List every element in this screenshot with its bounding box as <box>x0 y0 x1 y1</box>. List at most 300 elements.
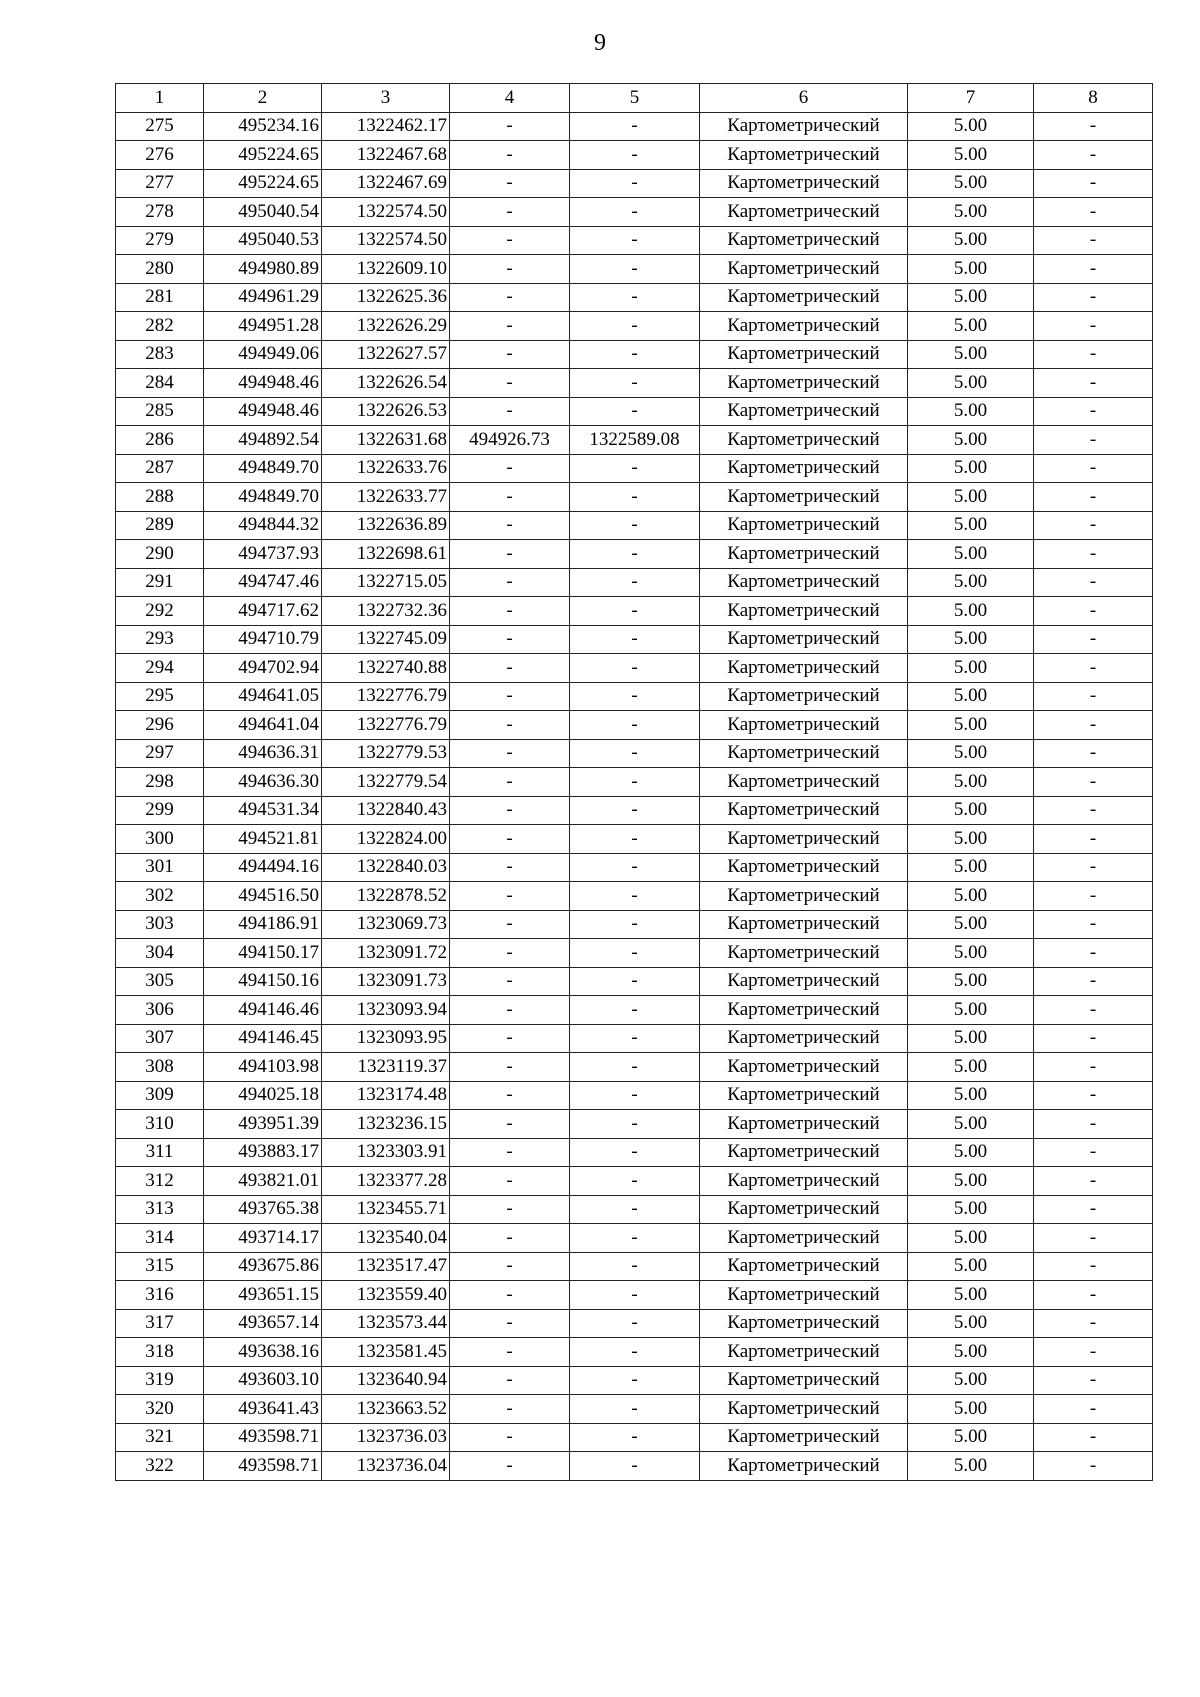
cell-point-number: 295 <box>116 682 204 711</box>
table-row <box>116 967 1153 996</box>
cell-x-alt-coordinate: - <box>450 825 570 854</box>
cell-point-number: 292 <box>116 597 204 626</box>
cell-accuracy: 5.00 <box>908 625 1034 654</box>
cell-accuracy: 5.00 <box>908 682 1034 711</box>
cell-y-coordinate: 1323091.72 <box>322 939 450 968</box>
cell-note: - <box>1034 597 1153 626</box>
cell-x-alt-coordinate: - <box>450 967 570 996</box>
cell-accuracy: 5.00 <box>908 1423 1034 1452</box>
cell-point-number: 302 <box>116 882 204 911</box>
cell-x-coordinate: 494146.45 <box>204 1024 322 1053</box>
cell-note: - <box>1034 967 1153 996</box>
table-row <box>116 540 1153 569</box>
cell-accuracy: 5.00 <box>908 739 1034 768</box>
table-row <box>116 1053 1153 1082</box>
cell-y-coordinate: 1323069.73 <box>322 910 450 939</box>
cell-y-coordinate: 1322462.17 <box>322 112 450 141</box>
cell-y-alt-coordinate: - <box>570 1224 700 1253</box>
cell-x-coordinate: 494980.89 <box>204 255 322 284</box>
cell-note: - <box>1034 1309 1153 1338</box>
cell-accuracy: 5.00 <box>908 141 1034 170</box>
cell-accuracy: 5.00 <box>908 654 1034 683</box>
cell-accuracy: 5.00 <box>908 825 1034 854</box>
table-body <box>116 84 1153 1481</box>
cell-y-coordinate: 1322626.54 <box>322 369 450 398</box>
cell-x-coordinate: 493638.16 <box>204 1338 322 1367</box>
cell-y-coordinate: 1322824.00 <box>322 825 450 854</box>
cell-x-coordinate: 493883.17 <box>204 1138 322 1167</box>
cell-x-alt-coordinate: - <box>450 1081 570 1110</box>
cell-point-number: 282 <box>116 312 204 341</box>
cell-x-alt-coordinate: - <box>450 1309 570 1338</box>
cell-method: Картометрический <box>700 255 908 284</box>
cell-accuracy: 5.00 <box>908 882 1034 911</box>
table-row <box>116 454 1153 483</box>
cell-method: Картометрический <box>700 910 908 939</box>
cell-y-alt-coordinate: - <box>570 796 700 825</box>
cell-x-alt-coordinate: - <box>450 198 570 227</box>
table-row <box>116 1423 1153 1452</box>
cell-y-alt-coordinate: - <box>570 540 700 569</box>
cell-note: - <box>1034 654 1153 683</box>
cell-accuracy: 5.00 <box>908 939 1034 968</box>
cell-y-coordinate: 1322636.89 <box>322 511 450 540</box>
cell-method: Картометрический <box>700 1024 908 1053</box>
cell-x-alt-coordinate: - <box>450 910 570 939</box>
cell-y-coordinate: 1322715.05 <box>322 568 450 597</box>
cell-method: Картометрический <box>700 882 908 911</box>
cell-accuracy: 5.00 <box>908 1395 1034 1424</box>
cell-y-coordinate: 1322840.43 <box>322 796 450 825</box>
cell-note: - <box>1034 112 1153 141</box>
cell-x-alt-coordinate: - <box>450 682 570 711</box>
column-header-y-coordinate: 3 <box>322 84 450 113</box>
cell-note: - <box>1034 226 1153 255</box>
cell-point-number: 276 <box>116 141 204 170</box>
cell-x-coordinate: 494516.50 <box>204 882 322 911</box>
table-row <box>116 1081 1153 1110</box>
cell-note: - <box>1034 1081 1153 1110</box>
cell-method: Картометрический <box>700 967 908 996</box>
cell-y-coordinate: 1323581.45 <box>322 1338 450 1367</box>
cell-accuracy: 5.00 <box>908 1452 1034 1481</box>
cell-x-alt-coordinate: - <box>450 283 570 312</box>
cell-y-coordinate: 1322467.68 <box>322 141 450 170</box>
cell-accuracy: 5.00 <box>908 312 1034 341</box>
cell-note: - <box>1034 882 1153 911</box>
table-row <box>116 1110 1153 1139</box>
cell-note: - <box>1034 796 1153 825</box>
cell-point-number: 322 <box>116 1452 204 1481</box>
cell-y-alt-coordinate: - <box>570 1167 700 1196</box>
cell-x-alt-coordinate: - <box>450 1024 570 1053</box>
cell-point-number: 304 <box>116 939 204 968</box>
coordinates-table <box>115 83 1153 1481</box>
cell-note: - <box>1034 1423 1153 1452</box>
cell-y-coordinate: 1322574.50 <box>322 226 450 255</box>
table-row <box>116 1395 1153 1424</box>
cell-point-number: 296 <box>116 711 204 740</box>
cell-method: Картометрический <box>700 739 908 768</box>
cell-x-alt-coordinate: - <box>450 853 570 882</box>
column-header-x-coordinate: 2 <box>204 84 322 113</box>
cell-x-alt-coordinate: - <box>450 796 570 825</box>
cell-y-alt-coordinate: - <box>570 397 700 426</box>
cell-y-alt-coordinate: - <box>570 1338 700 1367</box>
cell-note: - <box>1034 1366 1153 1395</box>
cell-x-coordinate: 493765.38 <box>204 1195 322 1224</box>
cell-y-alt-coordinate: - <box>570 568 700 597</box>
cell-note: - <box>1034 853 1153 882</box>
cell-y-coordinate: 1322627.57 <box>322 340 450 369</box>
cell-y-coordinate: 1323174.48 <box>322 1081 450 1110</box>
cell-y-coordinate: 1322840.03 <box>322 853 450 882</box>
cell-y-alt-coordinate: - <box>570 1366 700 1395</box>
cell-y-alt-coordinate: - <box>570 654 700 683</box>
cell-accuracy: 5.00 <box>908 1281 1034 1310</box>
cell-note: - <box>1034 540 1153 569</box>
cell-method: Картометрический <box>700 654 908 683</box>
cell-x-coordinate: 494747.46 <box>204 568 322 597</box>
cell-point-number: 312 <box>116 1167 204 1196</box>
cell-x-alt-coordinate: - <box>450 654 570 683</box>
table-row <box>116 169 1153 198</box>
cell-y-coordinate: 1322740.88 <box>322 654 450 683</box>
cell-method: Картометрический <box>700 1138 908 1167</box>
cell-accuracy: 5.00 <box>908 796 1034 825</box>
cell-x-alt-coordinate: - <box>450 483 570 512</box>
cell-y-alt-coordinate: - <box>570 825 700 854</box>
cell-x-alt-coordinate: - <box>450 568 570 597</box>
cell-note: - <box>1034 1395 1153 1424</box>
cell-x-coordinate: 494948.46 <box>204 397 322 426</box>
table-row <box>116 1309 1153 1338</box>
cell-note: - <box>1034 625 1153 654</box>
cell-note: - <box>1034 511 1153 540</box>
cell-accuracy: 5.00 <box>908 1053 1034 1082</box>
cell-x-coordinate: 494892.54 <box>204 426 322 455</box>
cell-note: - <box>1034 825 1153 854</box>
cell-point-number: 293 <box>116 625 204 654</box>
cell-x-alt-coordinate: - <box>450 739 570 768</box>
cell-x-coordinate: 494150.16 <box>204 967 322 996</box>
table-row <box>116 796 1153 825</box>
table-row <box>116 1366 1153 1395</box>
cell-accuracy: 5.00 <box>908 1224 1034 1253</box>
cell-x-coordinate: 494636.31 <box>204 739 322 768</box>
cell-x-alt-coordinate: - <box>450 226 570 255</box>
cell-method: Картометрический <box>700 511 908 540</box>
table-row <box>116 312 1153 341</box>
table-row <box>116 597 1153 626</box>
cell-accuracy: 5.00 <box>908 540 1034 569</box>
cell-x-alt-coordinate: - <box>450 312 570 341</box>
cell-x-coordinate: 493603.10 <box>204 1366 322 1395</box>
cell-y-alt-coordinate: - <box>570 226 700 255</box>
cell-y-coordinate: 1323236.15 <box>322 1110 450 1139</box>
cell-point-number: 305 <box>116 967 204 996</box>
table-row <box>116 369 1153 398</box>
cell-y-alt-coordinate: - <box>570 454 700 483</box>
cell-x-alt-coordinate: - <box>450 340 570 369</box>
column-header-accuracy: 7 <box>908 84 1034 113</box>
cell-method: Картометрический <box>700 1452 908 1481</box>
cell-accuracy: 5.00 <box>908 1338 1034 1367</box>
cell-y-alt-coordinate: - <box>570 853 700 882</box>
cell-y-coordinate: 1323093.95 <box>322 1024 450 1053</box>
cell-accuracy: 5.00 <box>908 340 1034 369</box>
cell-point-number: 297 <box>116 739 204 768</box>
cell-note: - <box>1034 169 1153 198</box>
cell-y-alt-coordinate: - <box>570 483 700 512</box>
cell-note: - <box>1034 1053 1153 1082</box>
table-row <box>116 397 1153 426</box>
cell-x-coordinate: 494737.93 <box>204 540 322 569</box>
cell-method: Картометрический <box>700 853 908 882</box>
cell-y-coordinate: 1322626.53 <box>322 397 450 426</box>
cell-method: Картометрический <box>700 1167 908 1196</box>
cell-point-number: 317 <box>116 1309 204 1338</box>
cell-x-coordinate: 494717.62 <box>204 597 322 626</box>
cell-y-alt-coordinate: - <box>570 597 700 626</box>
table-row <box>116 483 1153 512</box>
cell-y-coordinate: 1323573.44 <box>322 1309 450 1338</box>
cell-note: - <box>1034 454 1153 483</box>
cell-y-coordinate: 1323091.73 <box>322 967 450 996</box>
cell-x-coordinate: 494710.79 <box>204 625 322 654</box>
cell-point-number: 291 <box>116 568 204 597</box>
cell-point-number: 308 <box>116 1053 204 1082</box>
table-row <box>116 568 1153 597</box>
cell-x-coordinate: 494951.28 <box>204 312 322 341</box>
table-row <box>116 198 1153 227</box>
cell-accuracy: 5.00 <box>908 426 1034 455</box>
cell-y-alt-coordinate: - <box>570 169 700 198</box>
cell-point-number: 286 <box>116 426 204 455</box>
cell-point-number: 298 <box>116 768 204 797</box>
cell-accuracy: 5.00 <box>908 1110 1034 1139</box>
cell-x-coordinate: 494949.06 <box>204 340 322 369</box>
column-header-point-number: 1 <box>116 84 204 113</box>
cell-x-alt-coordinate: - <box>450 169 570 198</box>
cell-y-coordinate: 1322633.77 <box>322 483 450 512</box>
cell-accuracy: 5.00 <box>908 1167 1034 1196</box>
cell-point-number: 278 <box>116 198 204 227</box>
cell-note: - <box>1034 711 1153 740</box>
table-row <box>116 825 1153 854</box>
cell-y-alt-coordinate: - <box>570 996 700 1025</box>
cell-y-alt-coordinate: - <box>570 682 700 711</box>
cell-point-number: 294 <box>116 654 204 683</box>
cell-x-alt-coordinate: - <box>450 768 570 797</box>
cell-y-coordinate: 1322698.61 <box>322 540 450 569</box>
cell-y-coordinate: 1323540.04 <box>322 1224 450 1253</box>
cell-y-alt-coordinate: - <box>570 1452 700 1481</box>
cell-accuracy: 5.00 <box>908 198 1034 227</box>
cell-y-alt-coordinate: - <box>570 255 700 284</box>
cell-method: Картометрический <box>700 682 908 711</box>
cell-point-number: 299 <box>116 796 204 825</box>
cell-x-coordinate: 494521.81 <box>204 825 322 854</box>
cell-x-coordinate: 494844.32 <box>204 511 322 540</box>
cell-y-coordinate: 1323455.71 <box>322 1195 450 1224</box>
cell-note: - <box>1034 483 1153 512</box>
cell-y-alt-coordinate: - <box>570 1110 700 1139</box>
table-row <box>116 1024 1153 1053</box>
cell-point-number: 311 <box>116 1138 204 1167</box>
cell-method: Картометрический <box>700 483 908 512</box>
cell-point-number: 280 <box>116 255 204 284</box>
table-row <box>116 996 1153 1025</box>
cell-accuracy: 5.00 <box>908 597 1034 626</box>
cell-point-number: 281 <box>116 283 204 312</box>
table-row <box>116 682 1153 711</box>
cell-method: Картометрический <box>700 1053 908 1082</box>
cell-y-coordinate: 1322776.79 <box>322 711 450 740</box>
cell-y-coordinate: 1323663.52 <box>322 1395 450 1424</box>
cell-x-alt-coordinate: - <box>450 1167 570 1196</box>
cell-x-coordinate: 494150.17 <box>204 939 322 968</box>
table-row <box>116 426 1153 455</box>
cell-x-coordinate: 494494.16 <box>204 853 322 882</box>
cell-x-coordinate: 494531.34 <box>204 796 322 825</box>
cell-note: - <box>1034 283 1153 312</box>
cell-note: - <box>1034 426 1153 455</box>
cell-note: - <box>1034 255 1153 284</box>
cell-x-alt-coordinate: - <box>450 1195 570 1224</box>
cell-accuracy: 5.00 <box>908 967 1034 996</box>
table-row <box>116 939 1153 968</box>
cell-y-alt-coordinate: - <box>570 112 700 141</box>
cell-x-coordinate: 493598.71 <box>204 1452 322 1481</box>
cell-y-alt-coordinate: - <box>570 1423 700 1452</box>
cell-y-coordinate: 1322633.76 <box>322 454 450 483</box>
cell-x-alt-coordinate: - <box>450 1053 570 1082</box>
cell-accuracy: 5.00 <box>908 169 1034 198</box>
cell-point-number: 309 <box>116 1081 204 1110</box>
cell-method: Картометрический <box>700 540 908 569</box>
cell-note: - <box>1034 768 1153 797</box>
column-header-x-alt-coordinate: 4 <box>450 84 570 113</box>
cell-y-alt-coordinate: - <box>570 967 700 996</box>
cell-x-alt-coordinate: - <box>450 597 570 626</box>
cell-point-number: 320 <box>116 1395 204 1424</box>
cell-y-coordinate: 1322609.10 <box>322 255 450 284</box>
table-row <box>116 112 1153 141</box>
cell-method: Картометрический <box>700 369 908 398</box>
cell-y-alt-coordinate: - <box>570 312 700 341</box>
column-header-method: 6 <box>700 84 908 113</box>
cell-method: Картометрический <box>700 597 908 626</box>
cell-point-number: 301 <box>116 853 204 882</box>
cell-x-coordinate: 494702.94 <box>204 654 322 683</box>
cell-note: - <box>1034 1110 1153 1139</box>
cell-y-coordinate: 1323640.94 <box>322 1366 450 1395</box>
cell-point-number: 275 <box>116 112 204 141</box>
cell-point-number: 279 <box>116 226 204 255</box>
cell-y-alt-coordinate: - <box>570 141 700 170</box>
cell-accuracy: 5.00 <box>908 1252 1034 1281</box>
cell-point-number: 303 <box>116 910 204 939</box>
cell-point-number: 306 <box>116 996 204 1025</box>
cell-accuracy: 5.00 <box>908 768 1034 797</box>
cell-x-alt-coordinate: - <box>450 511 570 540</box>
table-row <box>116 654 1153 683</box>
cell-note: - <box>1034 1338 1153 1367</box>
cell-point-number: 277 <box>116 169 204 198</box>
cell-y-coordinate: 1322878.52 <box>322 882 450 911</box>
table-row <box>116 768 1153 797</box>
cell-note: - <box>1034 1452 1153 1481</box>
cell-x-alt-coordinate: - <box>450 1224 570 1253</box>
cell-point-number: 315 <box>116 1252 204 1281</box>
cell-y-alt-coordinate: - <box>570 1053 700 1082</box>
cell-y-coordinate: 1322625.36 <box>322 283 450 312</box>
cell-y-coordinate: 1323119.37 <box>322 1053 450 1082</box>
cell-x-alt-coordinate: - <box>450 454 570 483</box>
cell-method: Картометрический <box>700 169 908 198</box>
cell-x-coordinate: 495040.53 <box>204 226 322 255</box>
table-row <box>116 625 1153 654</box>
cell-x-coordinate: 494636.30 <box>204 768 322 797</box>
cell-y-coordinate: 1322776.79 <box>322 682 450 711</box>
cell-x-alt-coordinate: - <box>450 255 570 284</box>
cell-method: Картометрический <box>700 426 908 455</box>
cell-method: Картометрический <box>700 340 908 369</box>
cell-y-alt-coordinate: - <box>570 1309 700 1338</box>
cell-x-coordinate: 493598.71 <box>204 1423 322 1452</box>
cell-note: - <box>1034 939 1153 968</box>
cell-y-alt-coordinate: - <box>570 1081 700 1110</box>
cell-method: Картометрический <box>700 996 908 1025</box>
cell-note: - <box>1034 1167 1153 1196</box>
cell-point-number: 290 <box>116 540 204 569</box>
cell-x-coordinate: 494641.04 <box>204 711 322 740</box>
cell-method: Картометрический <box>700 1395 908 1424</box>
cell-accuracy: 5.00 <box>908 369 1034 398</box>
cell-note: - <box>1034 996 1153 1025</box>
cell-y-coordinate: 1323736.03 <box>322 1423 450 1452</box>
cell-x-alt-coordinate: - <box>450 625 570 654</box>
cell-method: Картометрический <box>700 625 908 654</box>
cell-y-alt-coordinate: - <box>570 768 700 797</box>
cell-y-alt-coordinate: - <box>570 283 700 312</box>
cell-accuracy: 5.00 <box>908 397 1034 426</box>
cell-accuracy: 5.00 <box>908 112 1034 141</box>
cell-note: - <box>1034 1138 1153 1167</box>
table-row <box>116 1195 1153 1224</box>
cell-x-coordinate: 494103.98 <box>204 1053 322 1082</box>
table-row <box>116 1281 1153 1310</box>
cell-point-number: 285 <box>116 397 204 426</box>
cell-note: - <box>1034 340 1153 369</box>
cell-accuracy: 5.00 <box>908 1081 1034 1110</box>
cell-point-number: 313 <box>116 1195 204 1224</box>
cell-x-alt-coordinate: - <box>450 1110 570 1139</box>
cell-x-alt-coordinate: - <box>450 1366 570 1395</box>
cell-x-coordinate: 493675.86 <box>204 1252 322 1281</box>
cell-x-alt-coordinate: - <box>450 1452 570 1481</box>
cell-method: Картометрический <box>700 198 908 227</box>
cell-y-coordinate: 1322779.54 <box>322 768 450 797</box>
cell-accuracy: 5.00 <box>908 283 1034 312</box>
cell-method: Картометрический <box>700 454 908 483</box>
cell-point-number: 283 <box>116 340 204 369</box>
cell-x-alt-coordinate: - <box>450 882 570 911</box>
table-row <box>116 1338 1153 1367</box>
cell-x-alt-coordinate: - <box>450 1338 570 1367</box>
cell-note: - <box>1034 1195 1153 1224</box>
